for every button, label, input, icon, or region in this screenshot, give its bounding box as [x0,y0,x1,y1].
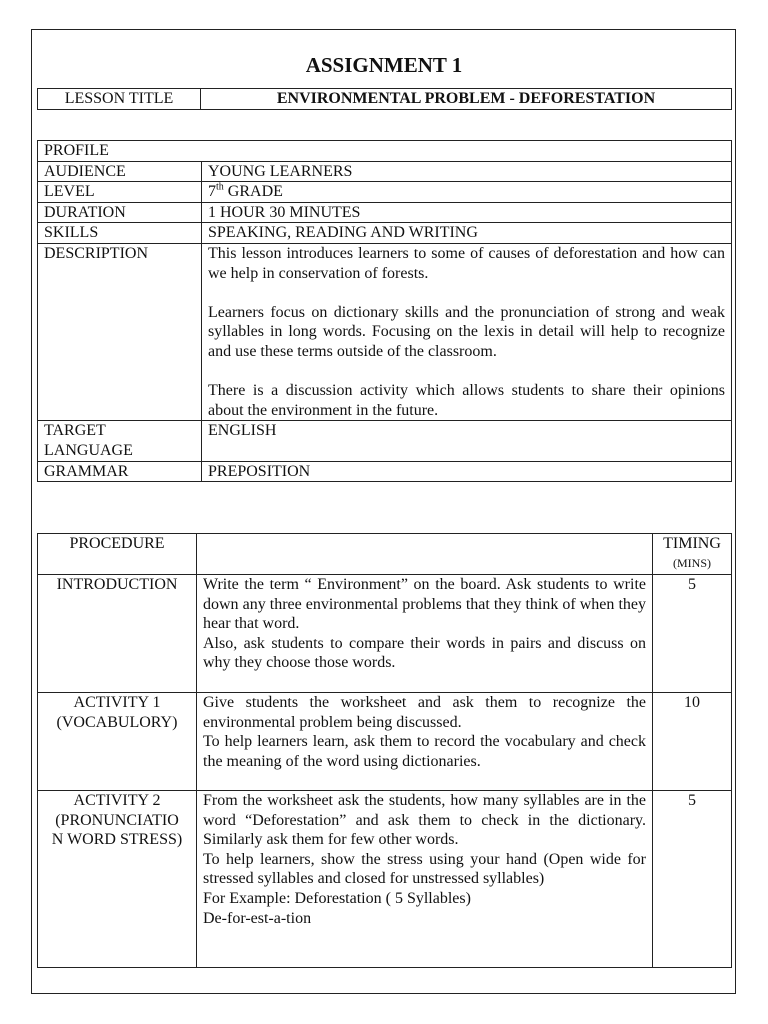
target-language-label: TARGET LANGUAGE [38,421,202,461]
grammar-value: PREPOSITION [202,461,732,482]
stage-label: ACTIVITY 1 [73,694,161,711]
target-language-value: ENGLISH [202,421,732,461]
stage-description [197,693,653,791]
timing-header-label: TIMING [663,535,721,552]
level-number: 7 [208,183,216,201]
description-paragraph: Learners focus on dictionary skills and the pronunciation of strong and weak syllables in long words. Focusing on the lexis in detail will help to recognize and use these terms outside of the classroom. [208,303,725,360]
profile-heading: PROFILE [38,141,732,162]
lesson-title-label: LESSON TITLE [38,89,201,110]
stage-label: ACTIVITY 2 [73,792,161,809]
stage-timing: 10 [653,693,732,791]
description-label: DESCRIPTION [38,243,202,420]
target-language-row [38,421,732,461]
description-paragraph: This lesson introduces learners to some of causes of deforestation and how can we help in conservation of forests. [208,244,725,282]
timing-header [653,534,732,575]
grammar-label: GRAMMAR [38,461,202,482]
stage-description [197,575,653,693]
lesson-title-table [37,88,732,110]
level-grade: GRADE [223,183,283,201]
stage-label: (PRONUNCIATIO [55,811,179,829]
procedure-table [37,533,732,968]
description-line: To help learners learn, ask them to record the vocabulary and check the meaning of the word using dictionaries. [203,733,646,770]
stage-label: INTRODUCTION [56,576,178,593]
profile-table [37,140,732,482]
procedure-row-activity-1 [38,693,732,791]
lesson-title-value: ENVIRONMENTAL PROBLEM - DEFORESTATION [201,89,732,110]
description-line: Write the term “ Environment” on the board. Ask students to write down any three environmental problems that they think of when they hear that word. [203,576,646,633]
level-value [202,182,732,203]
level-row [38,182,732,203]
duration-row [38,202,732,223]
procedure-header-row [38,534,732,575]
description-line: Give students the worksheet and ask them to recognize the environmental problem being discussed. [203,694,646,731]
skills-label: SKILLS [38,223,202,244]
audience-label: AUDIENCE [38,161,202,182]
stage-cell [38,791,197,968]
procedure-row-introduction [38,575,732,693]
procedure-row-activity-2 [38,791,732,968]
description-line: De-for-est-a-tion [203,909,312,927]
description-line: For Example: Deforestation ( 5 Syllables) [203,889,471,907]
timing-unit-label: (MINS) [673,555,711,570]
level-label: LEVEL [38,182,202,203]
stage-label: N WORD STRESS) [51,831,183,849]
audience-row [38,161,732,182]
stage-cell [38,575,197,693]
level-suffix: th [216,181,224,193]
stage-timing: 5 [653,575,732,693]
description-line: Also, ask students to compare their words in pairs and discuss on why they choose those words. [203,634,646,672]
description-line: From the worksheet ask the students, how many syllables are in the word “Deforestation” and ask them to check in the dictionary. Similarly ask them for few other words. [203,792,646,849]
skills-value: SPEAKING, READING AND WRITING [202,223,732,244]
stage-label: (VOCABULORY) [56,713,178,731]
procedure-header: PROCEDURE [38,534,197,575]
skills-row [38,223,732,244]
audience-value: YOUNG LEARNERS [202,161,732,182]
lesson-title-row [38,89,732,110]
procedure-header-blank [197,534,653,575]
profile-row [38,141,732,162]
assignment-title: ASSIGNMENT 1 [305,53,463,77]
duration-label: DURATION [38,202,202,223]
grammar-row [38,461,732,482]
description-paragraph: There is a discussion activity which allows students to share their opinions about the environment in the future. [208,382,725,419]
stage-description [197,791,653,968]
duration-value: 1 HOUR 30 MINUTES [202,202,732,223]
stage-cell [38,693,197,791]
description-row [38,243,732,420]
description-line: To help learners, show the stress using your hand (Open wide for stressed syllables and closed for unstressed syllables) [203,850,646,888]
description-value [202,243,732,420]
stage-timing: 5 [653,791,732,968]
